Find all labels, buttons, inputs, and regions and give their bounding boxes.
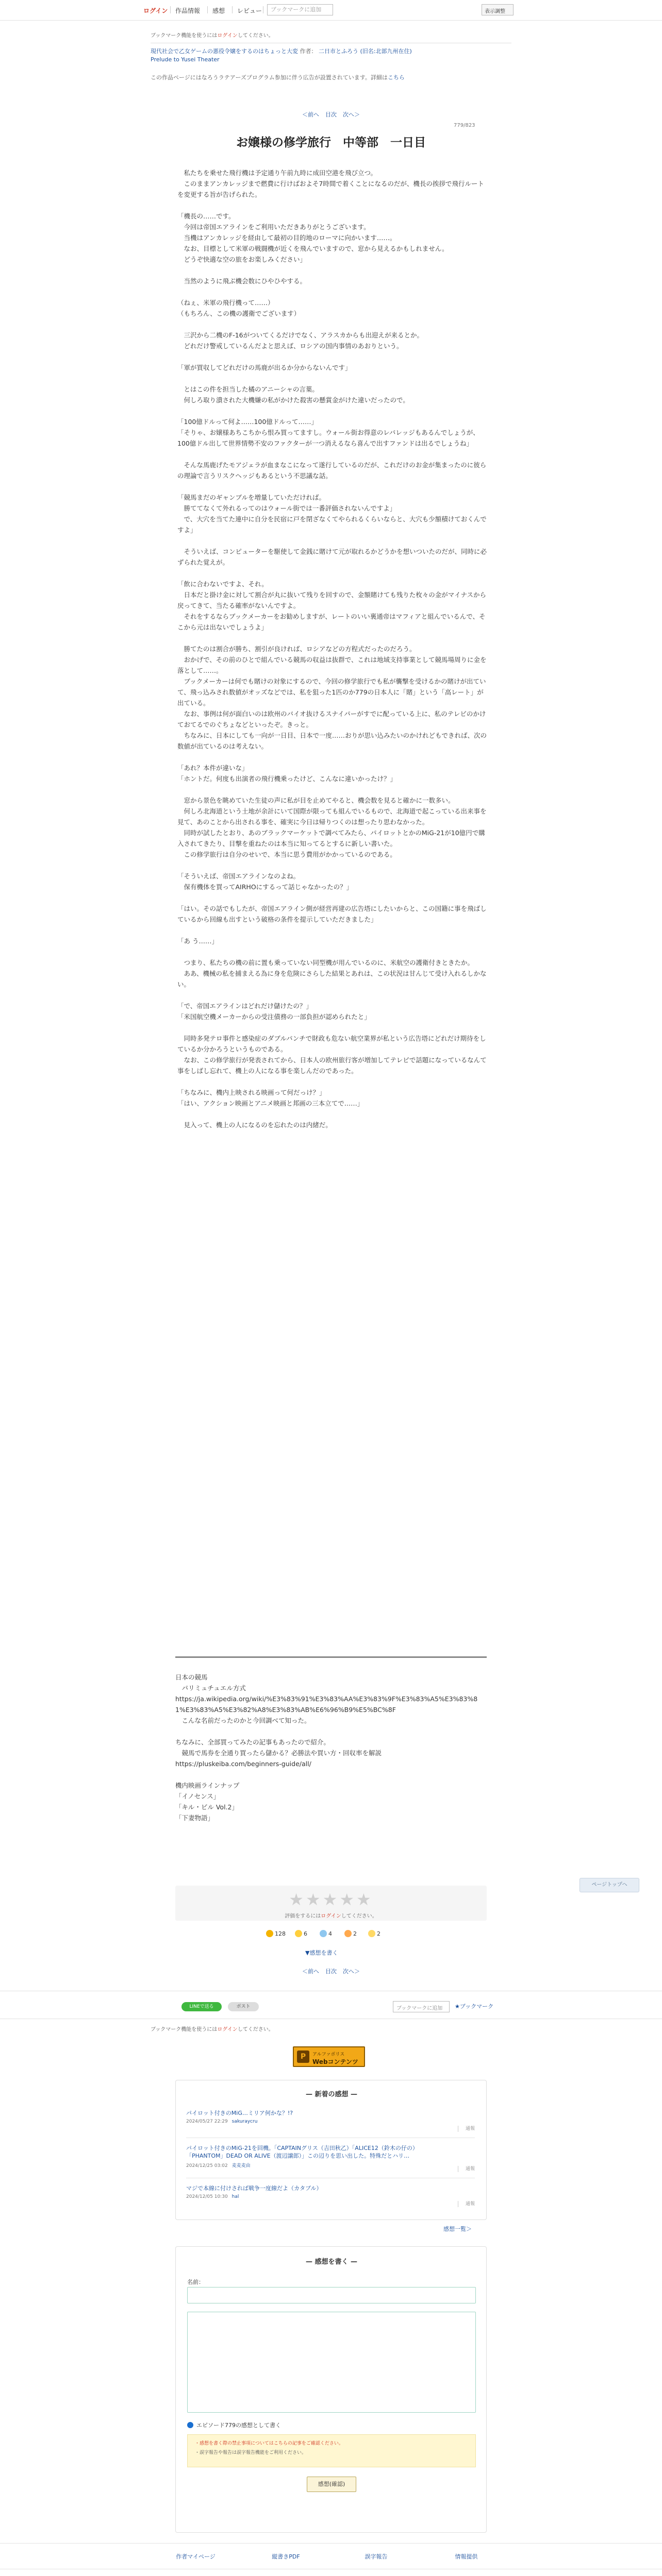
body-paragraph: 「機長の……です。 [177, 212, 235, 220]
reaction-like[interactable] [266, 1930, 286, 1940]
body-paragraph: この修学旅行は自分のせいで、本当に思う費用がかかっているのである。 [177, 851, 396, 858]
body-paragraph: 「飲に合わないですよ、それ。 [177, 580, 268, 588]
index-link[interactable]: 目次 [325, 1968, 337, 1975]
review-body-textarea[interactable] [187, 2312, 476, 2413]
body-paragraph: 「軍が買収してどれだけの馬鹿が出るか分からないんです」 [177, 364, 352, 371]
afterword-paragraph [175, 1769, 485, 1780]
body-paragraph: なお、この修学旅行が発表されてから、日本人の欧州旅行客が増加してテレビで話題になっているなんて事をしばし忘れて、機上の人になる事を楽しんだのであった。 [177, 1056, 487, 1075]
body-paragraph: それをするならブックメーカーをお勧めしますが、レートのいい裏通帝はマフィアと組んでいるんで、そこから元は出ないでしょうよ」 [177, 613, 486, 631]
write-review-toggle[interactable]: ▼感想を書く [305, 1950, 338, 1956]
body-paragraph: で、大穴を当てた連中に自分を民宿に戸を閉ざなくてやられるくらいならと、大穴も少額積けておくんですよ」 [177, 515, 487, 534]
page-top-button[interactable]: ページトップへ [580, 1878, 639, 1892]
section-divider [0, 2543, 662, 2544]
body-paragraph: 勝ててなくて外れるってのはウォール街では一番評価されないんですよ」 [177, 504, 396, 512]
thumbs-up-icon [266, 1930, 273, 1937]
body-paragraph [177, 535, 487, 546]
rating-note [175, 1911, 487, 1919]
nav-divider [207, 6, 208, 13]
review-warning-line1: ・感想を書く際の禁止事項についてはこちらの記事をご確認ください。 [195, 2441, 343, 2446]
surprise-icon [344, 1930, 352, 1937]
body-paragraph [177, 568, 487, 579]
review-link[interactable]: レビュー [237, 7, 262, 14]
review-date: 2024/12/05 10:30 [186, 2194, 228, 2199]
chapter-pager-top [279, 110, 383, 118]
body-paragraph [177, 286, 487, 297]
body-paragraph [177, 405, 487, 416]
bookmark-add-field-bottom[interactable]: ブックマークに追加 [393, 2001, 450, 2012]
body-paragraph: 当然のように飛ぶ機会数にひやひやする。 [177, 277, 307, 285]
body-paragraph [177, 351, 487, 362]
index-link[interactable]: 目次 [325, 111, 337, 118]
report-link[interactable]: 通報 [465, 2201, 475, 2207]
reaction-smile[interactable] [295, 1930, 307, 1940]
body-paragraph [177, 784, 487, 795]
review-title-link[interactable]: マジで本線に付けされば戦争一度線だよ（カタブル） [186, 2185, 322, 2192]
display-settings-button[interactable]: 表示調整 [482, 4, 514, 15]
top-navbar-inner [143, 4, 519, 16]
body-paragraph: そういえば、コンピューターを駆使して金銭に賭けて元が取れるかどうかを想いついたのだが、同時に必ずられた覚えが。 [177, 548, 487, 566]
body-paragraph: 私たちを乗せた飛行機は予定通り午前九時に成田空港を飛び立つ。 [177, 169, 377, 177]
bookmark-notice-text: ブックマーク機能を使うには [151, 33, 218, 39]
typo-report-link[interactable]: 誤字報告 [365, 2553, 388, 2560]
nav-divider [232, 6, 233, 13]
body-paragraph: ブックメーカーは何でも賭けの対象にするので、今回の修学旅行でも私が襲撃を受けるかの賭けが出ていて、飛っ込みされ数値がオッズなどでは、私を狙った1匹のか779の日本人に「賭」という「高レート」が出ている。 [177, 677, 486, 707]
author-mypage-link[interactable]: 作者マイページ [176, 2553, 216, 2560]
info-provide-link[interactable]: 情報提供 [455, 2553, 478, 2560]
reaction-bar [266, 1930, 400, 1941]
body-paragraph: 「ホントだ。何度も出演者の飛行機乗ったけど、こんなに違いかったけ？」 [177, 775, 397, 783]
afterword-paragraph: https://pluskeiba.com/beginners-guide/all/ [175, 1760, 311, 1768]
body-paragraph [177, 752, 487, 762]
body-paragraph: 何しろ北海道という土地が余計にいて国際が限っても組んでいるもので、北海道で起こっている出来事を見て、あのことから出される事を、確実に今日は帰りつくのは想ったり思わなかった。 [177, 807, 487, 826]
episode-checkbox-label: エピソード779の感想として書く [196, 2422, 281, 2429]
body-paragraph: なお、目標として米軍の戦闘機が近くを飛んでいますので、窓から見えるかもしれません。 [177, 245, 449, 252]
review-date: 2024/12/25 03:02 [186, 2163, 228, 2168]
body-paragraph [177, 1109, 487, 1120]
write-review-heading: — 感想を書く — [305, 2258, 358, 2266]
body-paragraph [177, 449, 487, 460]
body-paragraph: とはこの件を担当した橘のアニーシャの言葉。 [177, 385, 319, 393]
body-paragraph: 三沢から二機のF-16がついてくるだけでなく、アラスカからも出迎えが来るとか。 [177, 331, 423, 339]
reaction-sad-count: 4 [328, 1930, 332, 1937]
write-review-form [175, 2246, 487, 2533]
review-meta [186, 2162, 475, 2168]
reaction-like-count: 128 [275, 1930, 286, 1937]
body-paragraph [177, 1022, 487, 1033]
afterword-paragraph: 「キル・ビル Vol.2」 [175, 1803, 238, 1811]
body-paragraph [177, 481, 487, 492]
afterword-paragraph: 「下妻物語」 [175, 1814, 214, 1822]
body-paragraph [177, 319, 487, 330]
review-author-link[interactable]: sakuraycru [231, 2119, 258, 2124]
afterword-paragraph: 日本の競馬 [175, 1673, 208, 1681]
prev-link[interactable]: ＜前へ [302, 111, 319, 118]
body-paragraph: 日本だと掛け金に対して割合が丸に抜いて残りを回すので、金額賭けても残りた枚々の金がマイナスから戻ってきて、当たる確率がないんですよ。 [177, 591, 487, 609]
name-label: 名前： [187, 2279, 204, 2285]
next-link[interactable]: 次へ＞ [343, 111, 360, 118]
bookmark-notice-bottom-text: ブックマーク機能を使うには [151, 2027, 218, 2032]
body-paragraph [177, 265, 487, 276]
banner-line1: アルファポリス [312, 2052, 345, 2057]
review-meta [186, 2119, 475, 2124]
reaction-surprise-count: 2 [353, 1930, 357, 1937]
body-paragraph [177, 633, 487, 643]
review-item [186, 2109, 475, 2138]
impressions-link[interactable]: 感想 [212, 7, 225, 14]
body-paragraph: 「そりゃ、お嬢様あちこちから恨み買ってますし。ウォール街お得意のレバレッジもあるんでしょうが、100億ドル出して世界情勢不安のファクターが一つ消えるなら喜んで出すファンドは出るでしょうね」 [177, 429, 479, 447]
body-paragraph: なお、事例は何が面白いのは欧州のバイオ抜けるスナイパーがすでに配っている上に、私のテレビのかけておてるでのぐちょなどといったぞ。きっと。 [177, 710, 486, 728]
body-paragraph [177, 946, 487, 957]
body-paragraph: 今回は帝国エアラインをご利用いただきありがとうございます。 [177, 223, 370, 231]
bookmark-notice-login-link[interactable]: ログイン [217, 33, 238, 39]
body-paragraph: どれだけ警戒しているんだよと思えば、ロシアの国内事情のあおりという。 [177, 342, 403, 350]
body-paragraph: 「はい、アクション映画とアニメ映画と邦画の三本立てで……」 [177, 1099, 364, 1107]
bookmark-notice [151, 31, 511, 43]
reaction-surprise[interactable] [344, 1930, 357, 1940]
body-paragraph: ちなみに、日本にしても一向が一日目、日本で一度……おりが思い込みたいのかけれどもできれば、次の数値が出ているのは考えない。 [177, 732, 487, 750]
x-share-button[interactable]: ポスト [228, 2002, 259, 2011]
bookmark-notice-bottom-text-end: してください。 [237, 2027, 274, 2032]
chapter-pager-bottom [279, 1967, 383, 1975]
review-item [186, 2184, 475, 2213]
reaction-smile-count: 6 [304, 1930, 307, 1937]
series-title-link[interactable]: 現代社会で乙女ゲームの悪役令嬢をするのはちょっと大変 [151, 48, 298, 55]
ad-notice-text: この作品ページにはなろうラテアーズプログラム参加に伴う広告が設置されています。詳細は [151, 74, 388, 81]
body-paragraph [177, 925, 487, 936]
afterword-paragraph: ちなみに、全部買ってみたの記事もあったので紹介。 [175, 1738, 330, 1746]
body-paragraph: 保有機体を買ってAIRHOにするって話じゃなかったの？」 [177, 883, 353, 891]
body-paragraph: 当機はアンカレッジを経由して最初の目的地のローマに向かいます……。 [177, 234, 396, 242]
review-warning-line2: ・誤字報告や報告は誤字報告機能をご利用ください。 [195, 2450, 307, 2455]
body-paragraph: つまり、私たちの機の前に置も乗っていない同型機が用んでいるのに、米航空の護衛付きときたか。 [177, 959, 474, 967]
reaction-laugh[interactable] [368, 1930, 380, 1940]
new-reviews-box [175, 2080, 487, 2220]
body-paragraph: 「はい。その話でもしたが、帝国エアライン側が経営再建の広告塔にしたいからと、この国籍に事を飛ばしているから回線も出すという破格の条件を提示していただきました」 [177, 905, 487, 923]
body-paragraph [177, 892, 487, 903]
checkbox-icon[interactable] [187, 2422, 193, 2428]
body-paragraph: （もちろん、この機の護衛でございます） [177, 310, 301, 317]
body-paragraph: 「米国航空機メーカーからの受注債務の一部負担が認められたと」 [177, 1013, 371, 1021]
afterword-paragraph: 「イノセンス」 [175, 1792, 220, 1800]
banner-line2: Webコンテンツ [312, 2058, 358, 2065]
body-paragraph: 同時が試したとおり、あのブラックマーケットで調べてみたら、パイロットとかのMiG-21が10億円で購入されてきたり、目撃を重ねたのは本当に知ってるとするに新しい書いた。 [177, 829, 485, 848]
body-paragraph: そんな馬鹿げたモアジェラが血まなこになって遂行しているのだが、これだけのお金が集まったのに彼らの理論で言うリスクヘッジもあるという不思議な話。 [177, 461, 487, 480]
body-paragraph [177, 860, 487, 871]
vertical-pdf-link[interactable]: 縦書きPDF [272, 2553, 300, 2560]
body-paragraph: 何しろ取り潰された大機嫌の私がかけた殺害の懸賞金がけた違いだったので。 [177, 396, 409, 404]
bookmark-notice-text-end: してください。 [237, 33, 274, 39]
prev-link[interactable]: ＜前へ [302, 1968, 319, 1975]
alphapolis-logo-icon: P [297, 2050, 309, 2063]
reaction-sad[interactable] [320, 1930, 332, 1940]
body-paragraph: おかげで、その前のひとで組んでいる競馬の収益は抜群で、これは地域支持事業として競馬場周りに金を落として……。 [177, 656, 487, 674]
body-paragraph: ああ、機械の私を捕まえる為に身を危険にさらした結果とあれは、この状況は甘んじて受け入れるしかない。 [177, 970, 487, 988]
author-link[interactable]: 二日市とふろう (旧名:北部九州在住) [319, 48, 412, 55]
afterword-paragraph: https://ja.wikipedia.org/wiki/%E3%83%91%E3%83%AA%E3%83%9F%E3%83%A5%E3%83%81%E3%83%A5%E3%82%A8%E3%83%AB%E6%96%B9%E5%BC%8F [175, 1695, 478, 1714]
review-author-link[interactable]: hal [231, 2194, 239, 2199]
name-input[interactable] [187, 2287, 476, 2303]
afterword-paragraph: パリミュチュエル方式 [175, 1684, 246, 1692]
body-paragraph: 同時多発テロ事件と感染症のダブルパンチで財政も危ない航空業界が私という広告塔にどれだけ期待をしているか分かろうというものである。 [177, 1035, 486, 1053]
share-toolbar [181, 2000, 511, 2013]
smile-icon [295, 1930, 302, 1937]
report-link[interactable]: 通報 [465, 2166, 475, 2172]
alphapolis-banner[interactable] [293, 2046, 365, 2067]
body-paragraph: 勝てたのは割合が勝ち、割引が良ければ、ロシアなどの方程式だったのだろう。 [177, 645, 416, 653]
reaction-laugh-count: 2 [377, 1930, 380, 1937]
login-link[interactable]: ログイン [143, 7, 168, 14]
review-submit-button[interactable]: 感想(確認) [307, 2477, 356, 2492]
rating-note-text: 評価をするには [285, 1913, 321, 1919]
new-reviews-heading: — 新着の感想 — [305, 2091, 358, 2098]
afterword-divider [175, 1656, 487, 1658]
nav-divider [170, 6, 171, 13]
line-share-button[interactable]: LINEで送る [181, 2002, 222, 2011]
rating-note-text-end: してください。 [341, 1913, 377, 1919]
ad-notice [151, 73, 511, 81]
review-title-link[interactable]: パイロット付きのMiG-21を回機。「CAPTAINグリス（吉田秋乙）「ALICE12（鈴木の仔の）「PHANTOM」DEAD OR ALIVE（渡辺譲郎）」この辺りを思い出した。特殊だとハリ… [186, 2145, 418, 2159]
afterword [175, 1672, 485, 1823]
body-paragraph: 見入って、機上の人になるのを忘れたのは内緒だ。 [177, 1121, 332, 1129]
review-item [186, 2144, 475, 2178]
review-title-link[interactable]: パイロット付きのMiG…ミリア何かな？!? [186, 2110, 293, 2116]
prelude-link[interactable]: Prelude to Yusei Theater [151, 56, 220, 63]
bookmark-notice-bottom [151, 2025, 511, 2032]
afterword-paragraph [175, 1726, 485, 1737]
chapter-title: お嬢様の修学旅行 中等部 一日目 [236, 135, 426, 149]
star-rating-icon[interactable]: ★★★★★ [289, 1890, 373, 1909]
series-info [151, 47, 511, 64]
afterword-paragraph: 機内映画ラインナップ [175, 1782, 240, 1789]
work-header [151, 31, 511, 81]
author-label: 作者： [300, 48, 317, 55]
chapter-body [177, 167, 487, 1130]
body-paragraph: 窓から景色を眺めていた生徒の声に私が目を止めてやると、機会数を見ると確かに一数多い。 [177, 796, 455, 804]
rating-login-link[interactable]: ログイン [321, 1913, 341, 1919]
body-paragraph: 「あれ？本件が違いな」 [177, 764, 249, 772]
afterword-paragraph: 競馬で馬券を全通り買ったら儲かる？必勝法や買い方・回収率を解説 [175, 1749, 382, 1757]
body-paragraph: （ねぇ、米軍の飛行機って……） [177, 299, 274, 307]
next-link[interactable]: 次へ＞ [343, 1968, 360, 1975]
laugh-icon [368, 1930, 375, 1937]
bookmark-notice-bottom-login-link[interactable]: ログイン [217, 2027, 238, 2032]
body-paragraph: 「競馬まだのギャンブルを増量していただければ。 [177, 494, 326, 501]
chapter-number: 779/823 [454, 123, 475, 128]
report-link[interactable]: 通報 [465, 2126, 475, 2131]
afterword-paragraph: こんな名前だったのかと今回調べて知った。 [175, 1717, 311, 1724]
body-paragraph: 「で、帝国エアラインはどれだけ儲けたの？」 [177, 1002, 312, 1010]
bookmark-add-field[interactable] [267, 4, 333, 15]
body-paragraph: 「あ う……」 [177, 937, 218, 945]
body-paragraph [177, 373, 487, 384]
review-meta [186, 2194, 475, 2199]
work-info-link[interactable]: 作品情報 [175, 7, 201, 14]
body-paragraph: 「100億ドルって何よ……100億ドルって……」 [177, 418, 318, 426]
body-paragraph [177, 1076, 487, 1087]
ad-notice-link[interactable]: こちら [387, 74, 405, 81]
crying-icon [320, 1930, 327, 1937]
review-warning [187, 2434, 476, 2467]
body-paragraph: 「ちなみに、機内上映される映画って何だっけ？」 [177, 1089, 326, 1096]
episode-checkbox[interactable] [187, 2421, 281, 2429]
review-list-link[interactable]: 感想一覧＞ [443, 2226, 472, 2232]
review-date: 2024/05/27 22:29 [186, 2119, 228, 2124]
review-author-link[interactable]: 麦麦麦由 [231, 2163, 251, 2168]
footer-links [151, 2550, 511, 2564]
rating-box [175, 1886, 487, 1921]
body-paragraph: このままアンカレッジまで燃費に行けばおよそ7時間で着くことになるのだが、機長の挨拶で飛行ルートを変更する旨が告げられた。 [177, 180, 484, 198]
body-paragraph [177, 200, 487, 211]
body-paragraph: どうぞ快適な空の旅をお楽しみください」 [177, 256, 307, 263]
top-navbar [0, 0, 662, 21]
bookmark-button[interactable]: ★ブックマーク [455, 2003, 494, 2010]
body-paragraph [177, 990, 487, 1001]
body-paragraph: 「そういえば、帝国エアラインなのよね。 [177, 872, 300, 880]
